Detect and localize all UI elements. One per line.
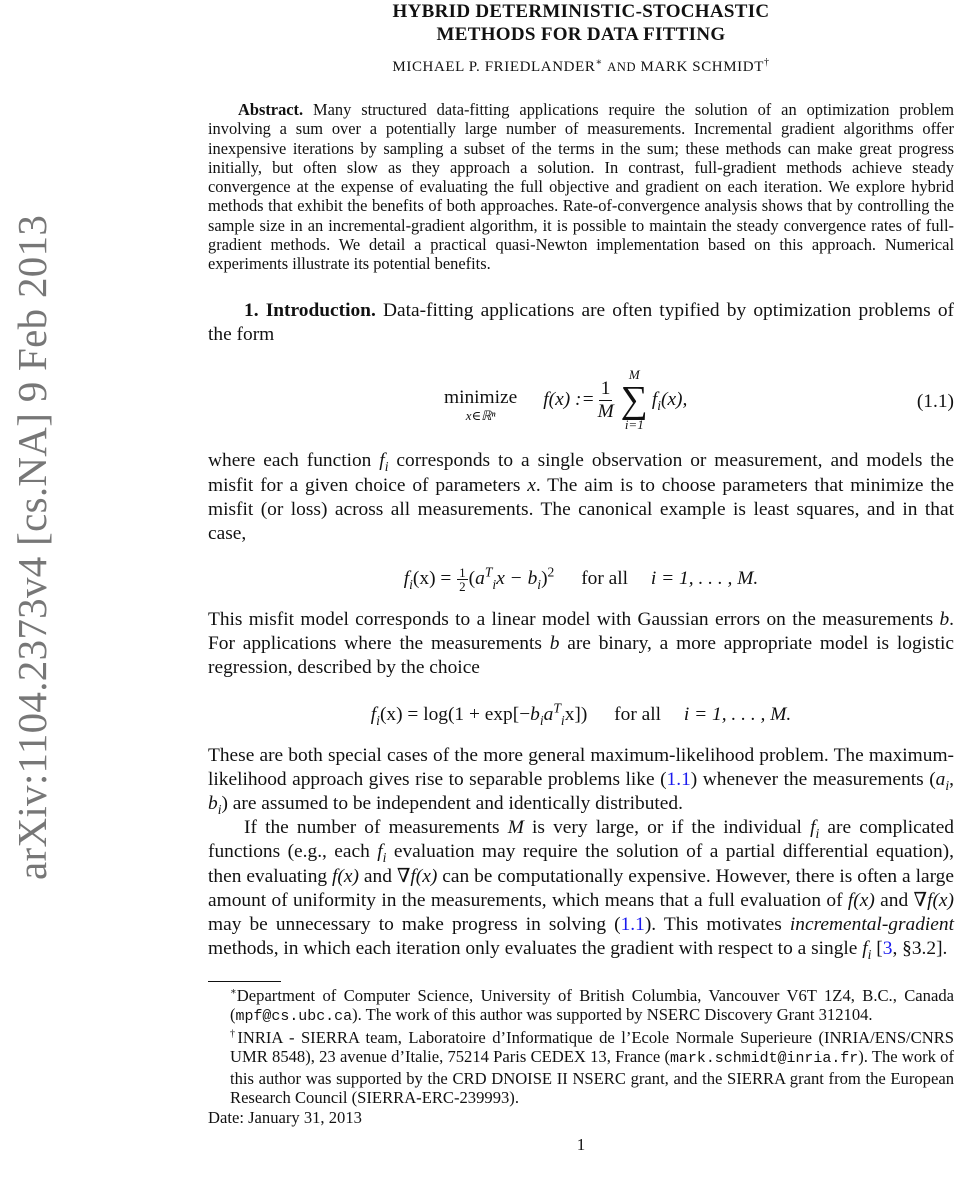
segment-text: and xyxy=(358,865,397,887)
author-1: MICHAEL P. FRIEDLANDER xyxy=(392,59,596,75)
text-run xyxy=(208,450,379,471)
equation-least-squares xyxy=(208,564,954,594)
paren-open: ( xyxy=(468,567,476,589)
sum-upper: M xyxy=(628,367,640,383)
segment-text: This misfit model corresponds to a linear model with Gaussian errors on the measurements xyxy=(208,608,940,630)
segment-text: f(x) xyxy=(332,865,359,887)
equation-label: (1.1) xyxy=(916,391,954,413)
text-run xyxy=(208,609,939,630)
eq-range: i = 1, . . . , M. xyxy=(683,704,792,726)
segment-text: 3 xyxy=(882,937,893,959)
text-run xyxy=(949,769,954,790)
eq-sub: i xyxy=(539,712,544,728)
segment-text: are complicated functions (e.g., each xyxy=(208,817,954,863)
eq-f: f xyxy=(370,704,377,726)
subscript: i xyxy=(867,946,872,962)
section-text: Data-fitting applications are often typified by optimization problems of the form xyxy=(208,300,954,346)
eq-arg: (x), xyxy=(660,389,688,411)
equation-1-1 xyxy=(208,365,954,435)
segment-text: Department of Computer Science, University of British Columbia, Vancouver V6T 1Z4, B.C., Canada ( xyxy=(230,985,954,1025)
segment-text: b xyxy=(549,632,560,654)
reference-link[interactable] xyxy=(883,938,893,959)
equation-logistic xyxy=(208,700,954,730)
segment-text: 1.1 xyxy=(620,913,645,935)
segment-text: These are both special cases of the more general maximum-likelihood problem. The maximum-likelihood approach gives rise to separable problems like ( xyxy=(208,745,954,791)
page-column xyxy=(208,0,954,1155)
text-run xyxy=(871,938,882,959)
footnote-date: Date: January 31, 2013 xyxy=(208,1107,362,1127)
segment-text: ) whenever the measurements ( xyxy=(690,769,936,791)
section-heading: Introduction. xyxy=(265,300,376,322)
segment-text: . For applications where the measurements xyxy=(208,608,954,654)
text-run xyxy=(524,817,810,838)
section-intro xyxy=(208,299,954,347)
math-symbol xyxy=(848,890,875,911)
eq-sub: i xyxy=(537,576,542,592)
text-run xyxy=(208,914,621,935)
eq-sub: i xyxy=(376,712,380,728)
segment-text: f xyxy=(862,937,868,959)
eq-transpose: T xyxy=(553,700,561,716)
math-symbol xyxy=(550,633,560,654)
segment-text: 1.1 xyxy=(666,769,691,791)
title-line-1: HYBRID DETERMINISTIC-STOCHASTIC xyxy=(392,1,770,22)
segment-text: b xyxy=(939,608,950,630)
section-number: 1. xyxy=(244,300,259,322)
subscript: i xyxy=(217,802,222,818)
email-address xyxy=(670,1051,858,1067)
reference-link[interactable] xyxy=(667,769,691,790)
paren-close: ) xyxy=(541,567,548,589)
paper-title xyxy=(208,0,954,46)
segment-text: [ xyxy=(871,937,883,959)
segment-text: are binary, a more appropriate model is logistic regression, described by the choice xyxy=(208,632,954,678)
segment-text: If the number of measurements xyxy=(244,817,508,839)
eq-lhs: (x) = xyxy=(412,567,457,589)
eq-sub: i xyxy=(657,398,661,414)
footnote-mark xyxy=(230,986,237,997)
eq-range: i = 1, . . . , M. xyxy=(650,567,759,589)
footnote-mark-2: † xyxy=(763,57,770,68)
segment-text: methods, in which each iteration only evaluates the gradient with respect to a single xyxy=(208,937,863,959)
half-num: 1 xyxy=(459,564,466,580)
authors xyxy=(208,58,954,76)
and-text: AND xyxy=(607,60,637,74)
footnote-2 xyxy=(208,1028,954,1108)
math-symbol xyxy=(332,866,359,887)
eq-sub: i xyxy=(409,576,413,592)
segment-text: f(x) xyxy=(847,889,875,911)
author-2: MARK SCHMIDT xyxy=(640,59,764,75)
segment-text: corresponds to a single observation or measurement, and models the misfit for a given choice of parameters xyxy=(208,450,954,496)
segment-text: , xyxy=(949,769,954,791)
eq-sub: i xyxy=(560,712,565,728)
text-run xyxy=(208,938,862,959)
segment-text: incremental-gradient xyxy=(789,913,954,935)
segment-text: a xyxy=(935,769,946,791)
segment-text: mpf@cs.ubc.ca xyxy=(235,1009,353,1026)
segment-text: f xyxy=(379,450,385,472)
eq-lhs: (x) = log(1 + exp[− xyxy=(379,704,531,726)
eq-numerator: 1 xyxy=(600,377,611,399)
segment-text: f xyxy=(810,817,816,839)
text-run xyxy=(875,890,914,911)
text-run xyxy=(645,914,790,935)
eq-transpose: T xyxy=(484,564,493,580)
segment-text: can be computationally expensive. However, there is often a large amount of uniformity in the measurements, which means that a full evaluation of xyxy=(208,865,954,911)
paragraph-1 xyxy=(208,449,954,545)
footnotes xyxy=(208,986,954,1127)
segment-text: evaluation may require the solution of a partial differential equation), then evaluating xyxy=(208,841,954,887)
for-all: for all xyxy=(581,567,629,589)
segment-text: ∗ xyxy=(230,986,237,998)
math-symbol xyxy=(527,475,536,496)
segment-text: ∇f(x) xyxy=(913,889,954,911)
eq-square: 2 xyxy=(547,564,555,580)
subscript: i xyxy=(945,778,950,794)
paragraph-2 xyxy=(208,608,954,680)
segment-text: is very large, or if the individual xyxy=(523,817,811,839)
eq-b: b xyxy=(527,567,538,589)
paragraph-4 xyxy=(208,816,954,961)
segment-text: † xyxy=(230,1028,238,1039)
math-symbol xyxy=(939,609,949,630)
abstract-text: Many structured data-fitting applications require the solution of an optimization problem involving a sum over a potentially large number of measurements. Incremental gradient algorithms offer inexpensive iterations by sampling a subset of the terms in the sum; these methods can make great progress initially, but often slow as they approach a solution. In contrast, full-gradient methods achieve steady convergence at the expense of evaluating the full objective and gradient on each iteration. We explore hybrid methods that exhibit the benefits of both approaches. Rate-of-convergence analysis shows that by controlling the sample size in an incremental-gradient algorithm, it is possible to maintain the steady convergence rates of full-gradient methods. We detail a practical quasi-Newton implementation based on this approach. Numerical experiments illustrate its potential benefits. xyxy=(208,100,954,273)
text-run xyxy=(691,769,936,790)
footnote-mark-1: ∗ xyxy=(595,57,603,68)
math-symbol xyxy=(935,769,950,794)
segment-text: ). This motivates xyxy=(644,913,790,935)
segment-text: mark.schmidt@inria.fr xyxy=(669,1050,859,1067)
eq-f: f xyxy=(651,389,658,411)
paragraph-3 xyxy=(208,744,954,816)
text-run xyxy=(359,866,397,887)
eq-denominator: M xyxy=(597,400,614,422)
text-run xyxy=(221,793,682,814)
eq-operator: minimize xyxy=(444,387,518,409)
subscript: i xyxy=(815,826,820,842)
segment-text: ) are assumed to be independent and identically distributed. xyxy=(221,793,683,815)
footnote-1 xyxy=(208,986,954,1028)
math-symbol xyxy=(397,866,437,887)
eq-a: a xyxy=(543,704,554,726)
half-den: 2 xyxy=(459,578,466,594)
segment-text: may be unnecessary to make progress in solving ( xyxy=(208,913,621,935)
for-all: for all xyxy=(614,704,662,726)
segment-text: , §3.2]. xyxy=(892,937,948,959)
eq-lhs: f(x) := xyxy=(543,389,595,411)
page-number: 1 xyxy=(576,1135,586,1155)
math-symbol xyxy=(508,817,524,838)
abstract-label: Abstract. xyxy=(238,100,304,119)
segment-text: M xyxy=(507,817,524,839)
segment-text: b xyxy=(208,793,218,815)
segment-text: ∇f(x) xyxy=(396,865,438,887)
title-line-2: METHODS FOR DATA FITTING xyxy=(436,24,726,45)
eq-constraint: x∈ℝⁿ xyxy=(465,408,496,424)
segment-text: INRIA - SIERRA team, Laboratoire d’Informatique de l’Ecole Normale Superieure (INRIA/ENS/CNRS UMR 8548), 23 avenue d’Italie, 75214 Paris CEDEX 13, France ( xyxy=(230,1027,955,1066)
eq-sub: i xyxy=(492,576,497,592)
reference-link[interactable] xyxy=(621,914,645,935)
eq-x-minus: x − xyxy=(496,567,528,589)
segment-text: where each function xyxy=(208,450,380,472)
math-symbol xyxy=(914,890,954,911)
segment-text: ). The work of this author was supported by the CRD DNOISE II NSERC grant, and the SIERRA grant from the European Research Council (SIERRA-ERC-239993). xyxy=(230,1046,954,1108)
abstract xyxy=(208,100,954,273)
text-run xyxy=(352,1005,872,1024)
eq-rest: x]) xyxy=(564,704,588,726)
segment-text: . The aim is to choose parameters that minimize the misfit (or loss) across all measurements. The canonical example is least squares, and in that case, xyxy=(208,474,955,544)
eq-a: a xyxy=(475,567,485,589)
math-symbol xyxy=(208,793,222,818)
segment-text: and xyxy=(874,889,914,911)
segment-text: ). The work of this author was supported by NSERC Discovery Grant 312104. xyxy=(352,1005,873,1025)
eq-f: f xyxy=(403,567,410,589)
arxiv-identifier: arXiv:1104.2373v4 [cs.NA] 9 Feb 2013 xyxy=(9,214,55,880)
text-run xyxy=(244,817,508,838)
segment-text: x xyxy=(527,474,536,496)
subscript: i xyxy=(384,459,389,475)
segment-text: f xyxy=(377,841,383,863)
sum-symbol: ∑ xyxy=(620,379,648,422)
emphasis xyxy=(790,914,954,935)
text-run xyxy=(892,938,947,959)
subscript: i xyxy=(382,850,387,866)
email-address xyxy=(236,1009,353,1025)
math-symbol xyxy=(810,817,820,842)
eq-b: b xyxy=(530,704,540,726)
footnote-rule xyxy=(208,981,281,982)
sum-lower: i=1 xyxy=(624,417,644,433)
